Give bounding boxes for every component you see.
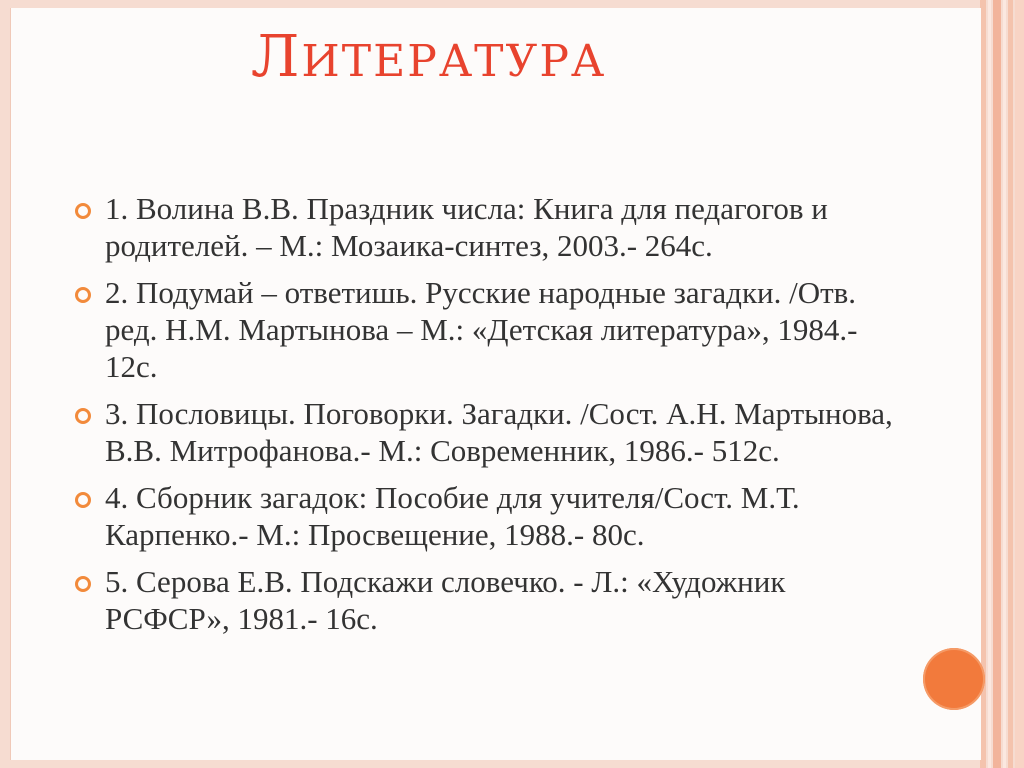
bullet-icon: [75, 287, 91, 303]
slide-title: [251, 22, 731, 90]
reference-text: 5. Серова Е.В. Подскажи словечко. - Л.: «Художник РСФСР», 1981.- 16с.: [105, 564, 786, 636]
content-panel: [10, 8, 981, 760]
reference-text: 2. Подумай – ответишь. Русские народные загадки. /Отв. ред. Н.М. Мартынова – М.: «Детская литература», 1984.- 12с.: [105, 275, 858, 384]
decor-stripe: [1008, 0, 1013, 768]
bullet-icon: [75, 203, 91, 219]
reference-text: 4. Сборник загадок: Пособие для учителя/Сост. М.Т. Карпенко.- М.: Просвещение, 1988.- 80с.: [105, 480, 800, 552]
title-initial: Л: [251, 22, 302, 90]
bullet-icon: [75, 576, 91, 592]
decor-circle: [923, 648, 985, 710]
list-item: [73, 479, 893, 553]
reference-text: 3. Пословицы. Поговорки. Загадки. /Сост. А.Н. Мартынова, В.В. Митрофанова.- М.: Современник, 1986.- 512с.: [105, 396, 893, 468]
reference-list: [73, 190, 893, 645]
decor-stripe: [988, 0, 991, 768]
decor-stripe: [1003, 0, 1006, 768]
list-item: [73, 190, 893, 264]
decor-stripe: [993, 0, 1001, 768]
bullet-icon: [75, 492, 91, 508]
list-item: [73, 395, 893, 469]
list-item: [73, 274, 893, 385]
bullet-icon: [75, 408, 91, 424]
title-rest: ИТЕРАТУРА: [301, 36, 607, 87]
reference-text: 1. Волина В.В. Праздник числа: Книга для педагогов и родителей. – М.: Мозаика-синтез, 2003.- 264с.: [105, 191, 828, 263]
decor-stripe: [1015, 0, 1024, 768]
list-item: [73, 563, 893, 637]
